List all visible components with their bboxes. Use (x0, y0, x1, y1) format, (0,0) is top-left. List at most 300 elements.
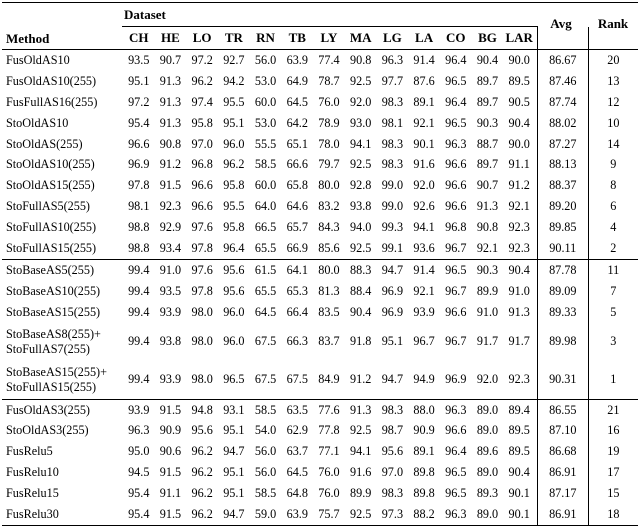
value-cell: 93.5 (159, 283, 182, 298)
value-cell: 96.2 (191, 506, 213, 521)
value-cell: 92.5 (350, 157, 372, 172)
table-row (2, 92, 638, 113)
value-cell: 98.3 (381, 402, 404, 417)
method-cell: FusOldAS3(255) (6, 402, 90, 417)
rank-cell: 2 (610, 240, 617, 255)
dataset-column-header: RN (256, 30, 275, 45)
avg-cell: 87.78 (549, 262, 577, 277)
value-cell: 89.7 (476, 94, 499, 109)
value-cell: 92.8 (350, 178, 372, 193)
method-header: Method (6, 30, 50, 46)
method-cell (2, 365, 123, 395)
value-cell: 89.5 (508, 73, 530, 88)
value-cell: 53.0 (254, 73, 277, 88)
avg-cell: 88.37 (549, 178, 577, 193)
method-line-1: StoBaseAS8(255)+ (6, 326, 101, 341)
rank-header: Rank (597, 16, 629, 31)
value-cell: 89.3 (476, 486, 499, 501)
rank-cell: 18 (607, 506, 620, 521)
rank-cell: 13 (607, 73, 620, 88)
method-cell: FusRelu15 (6, 486, 59, 501)
avg-cell: 86.55 (549, 402, 577, 417)
value-cell: 91.5 (159, 402, 182, 417)
dataset-column-header: LG (382, 30, 402, 45)
value-cell: 92.1 (413, 115, 435, 130)
value-cell: 98.0 (191, 304, 213, 319)
value-cell: 90.4 (476, 52, 499, 67)
dataset-column-header: MA (349, 30, 372, 45)
rank-cell: 4 (610, 220, 617, 235)
method-cell: FusOldAS10(255) (6, 73, 97, 88)
rank-cell: 9 (610, 157, 617, 172)
value-cell: 97.6 (191, 220, 213, 235)
value-cell: 95.1 (223, 115, 245, 130)
value-cell: 76.0 (318, 486, 340, 501)
value-cell: 92.3 (159, 199, 182, 214)
value-cell: 91.1 (508, 157, 530, 172)
value-cell: 56.0 (254, 444, 277, 459)
value-cell: 93.6 (413, 240, 435, 255)
value-cell: 64.0 (254, 199, 277, 214)
value-cell: 96.3 (381, 52, 404, 67)
value-cell: 88.7 (476, 136, 499, 151)
value-cell: 84.9 (318, 372, 340, 387)
value-cell: 89.0 (476, 465, 499, 480)
value-cell: 94.7 (381, 262, 404, 277)
value-cell: 54.0 (254, 423, 277, 438)
value-cell: 93.8 (350, 199, 372, 214)
value-cell: 94.1 (413, 220, 435, 235)
dataset-column-header: LAR (505, 30, 533, 45)
value-cell: 96.7 (445, 240, 467, 255)
value-cell: 65.5 (254, 240, 277, 255)
value-cell: 64.9 (286, 73, 308, 88)
value-cell: 98.8 (128, 220, 150, 235)
value-cell: 96.0 (223, 304, 245, 319)
dataset-column-header: LO (192, 30, 212, 45)
avg-cell: 87.27 (549, 136, 577, 151)
value-cell: 55.5 (254, 136, 277, 151)
value-cell: 92.0 (476, 372, 499, 387)
avg-header: Avg (550, 16, 572, 31)
value-cell: 92.3 (508, 372, 530, 387)
value-cell: 90.7 (159, 52, 182, 67)
value-cell: 58.5 (254, 157, 277, 172)
value-cell: 67.5 (254, 334, 277, 349)
value-cell: 93.4 (159, 240, 182, 255)
value-cell: 99.4 (128, 283, 150, 298)
value-cell: 95.6 (381, 444, 404, 459)
value-cell: 64.5 (254, 304, 277, 319)
value-cell: 96.5 (223, 372, 245, 387)
value-cell: 92.1 (413, 283, 435, 298)
table-row (2, 462, 638, 483)
avg-cell: 88.13 (549, 157, 577, 172)
value-cell: 98.3 (381, 94, 404, 109)
method-cell: StoFullAS15(255) (6, 240, 97, 255)
value-cell: 97.2 (128, 94, 150, 109)
dataset-column-header: CO (446, 30, 466, 45)
value-cell: 91.2 (159, 157, 182, 172)
table-row (2, 175, 638, 196)
value-cell: 96.9 (128, 157, 150, 172)
value-cell: 93.1 (223, 402, 245, 417)
value-cell: 90.0 (508, 136, 530, 151)
method-cell: StoBaseAS15(255) (6, 304, 101, 319)
value-cell: 89.1 (413, 94, 435, 109)
method-cell: FusRelu10 (6, 465, 59, 480)
value-cell: 66.4 (286, 304, 308, 319)
value-cell: 93.9 (159, 304, 182, 319)
table-row (2, 504, 638, 525)
value-cell: 96.6 (445, 157, 467, 172)
value-cell: 91.7 (476, 334, 499, 349)
value-cell: 96.3 (445, 136, 467, 151)
table-row (2, 483, 638, 504)
value-cell: 60.0 (254, 94, 277, 109)
value-cell: 95.4 (128, 506, 150, 521)
value-cell: 91.6 (413, 157, 435, 172)
value-cell: 61.5 (254, 262, 277, 277)
rank-cell: 20 (607, 52, 620, 67)
dataset-column-header: TB (288, 30, 306, 45)
value-cell: 94.8 (191, 402, 213, 417)
value-cell: 90.0 (508, 52, 530, 67)
value-cell: 66.6 (286, 157, 308, 172)
avg-cell: 89.85 (549, 220, 577, 235)
value-cell: 96.0 (223, 334, 245, 349)
value-cell: 63.9 (286, 506, 308, 521)
table-row (2, 400, 638, 421)
value-cell: 90.7 (476, 178, 499, 193)
value-cell: 91.3 (476, 199, 499, 214)
value-cell: 66.3 (286, 334, 308, 349)
method-cell: StoOldAS3(255) (6, 423, 89, 438)
value-cell: 63.7 (286, 444, 308, 459)
value-cell: 90.9 (159, 423, 182, 438)
value-cell: 94.0 (350, 220, 372, 235)
value-cell: 96.6 (445, 199, 467, 214)
value-cell: 78.7 (318, 73, 340, 88)
table-row (2, 113, 638, 134)
value-cell: 89.0 (476, 402, 499, 417)
value-cell: 79.7 (318, 157, 340, 172)
value-cell: 94.9 (413, 372, 435, 387)
value-cell: 67.5 (286, 372, 308, 387)
value-cell: 91.3 (350, 402, 372, 417)
value-cell: 95.8 (191, 115, 213, 130)
value-cell: 93.9 (128, 402, 150, 417)
value-cell: 64.2 (286, 115, 308, 130)
value-cell: 92.3 (508, 240, 530, 255)
value-cell: 91.3 (159, 94, 182, 109)
header-group-row (2, 3, 638, 31)
value-cell: 90.6 (159, 444, 182, 459)
value-cell: 64.6 (286, 199, 308, 214)
avg-cell: 86.67 (549, 52, 577, 67)
value-cell: 64.5 (286, 465, 308, 480)
method-cell: StoOldAS15(255) (6, 178, 95, 193)
value-cell: 95.0 (128, 444, 150, 459)
value-cell: 96.5 (445, 115, 467, 130)
value-cell: 93.9 (413, 304, 435, 319)
value-cell: 89.1 (413, 444, 435, 459)
avg-cell: 89.33 (549, 304, 577, 319)
column-header-row (2, 27, 638, 49)
value-cell: 91.4 (413, 262, 435, 277)
dataset-column-header: HE (161, 30, 180, 45)
method-cell: StoOldAS10 (6, 115, 69, 130)
table-row (2, 323, 638, 361)
table-row (2, 134, 638, 155)
method-cell (2, 327, 123, 357)
value-cell: 96.4 (445, 444, 467, 459)
block-2 (2, 260, 638, 399)
table-row (2, 50, 638, 71)
value-cell: 98.7 (381, 423, 404, 438)
table-row (2, 302, 638, 323)
value-cell: 88.2 (413, 506, 435, 521)
value-cell: 90.8 (476, 220, 499, 235)
value-cell: 89.0 (476, 423, 499, 438)
value-cell: 98.3 (381, 157, 404, 172)
value-cell: 81.3 (318, 283, 340, 298)
dataset-column-header: BG (478, 30, 497, 45)
value-cell: 65.5 (254, 283, 277, 298)
rank-cell: 7 (610, 283, 617, 298)
value-cell: 95.1 (128, 73, 150, 88)
value-cell: 88.3 (350, 262, 372, 277)
value-cell: 94.1 (350, 444, 372, 459)
value-cell: 89.8 (413, 486, 435, 501)
method-cell: FusRelu30 (6, 506, 59, 521)
value-cell: 98.3 (381, 486, 404, 501)
value-cell: 95.8 (223, 220, 245, 235)
method-cell: StoFullAS10(255) (6, 220, 97, 235)
value-cell: 90.1 (508, 486, 530, 501)
value-cell: 93.5 (128, 52, 150, 67)
value-cell: 90.9 (413, 423, 435, 438)
value-cell: 90.5 (508, 94, 530, 109)
dataset-column-header: TR (224, 30, 243, 45)
avg-cell: 87.74 (549, 94, 577, 109)
value-cell: 91.2 (350, 372, 372, 387)
value-cell: 99.4 (128, 262, 150, 277)
value-cell: 91.8 (350, 334, 372, 349)
value-cell: 96.4 (223, 240, 245, 255)
value-cell: 80.0 (318, 262, 340, 277)
value-cell: 96.4 (445, 94, 467, 109)
rank-cell: 6 (610, 199, 617, 214)
value-cell: 90.3 (476, 262, 499, 277)
value-cell: 95.1 (381, 334, 404, 349)
value-cell: 96.9 (381, 283, 404, 298)
value-cell: 95.1 (223, 423, 245, 438)
rank-cell: 17 (607, 465, 620, 480)
rank-cell: 21 (607, 402, 620, 417)
value-cell: 77.4 (318, 52, 340, 67)
rank-cell: 8 (610, 178, 617, 193)
value-cell: 64.5 (286, 94, 308, 109)
value-cell: 99.0 (381, 199, 404, 214)
method-cell: StoOldAS(255) (6, 136, 83, 151)
value-cell: 89.8 (413, 465, 435, 480)
value-cell: 95.4 (128, 115, 150, 130)
value-cell: 83.2 (318, 199, 340, 214)
table-row (2, 441, 638, 462)
value-cell: 97.8 (128, 178, 150, 193)
method-cell: StoOldAS10(255) (6, 157, 95, 172)
avg-cell: 89.09 (549, 283, 577, 298)
table-row (2, 260, 638, 281)
value-cell: 91.3 (159, 115, 182, 130)
value-cell: 63.9 (286, 52, 308, 67)
value-cell: 92.1 (508, 199, 530, 214)
value-cell: 99.1 (381, 240, 404, 255)
rank-cell: 5 (610, 304, 617, 319)
value-cell: 96.9 (381, 304, 404, 319)
rank-cell: 12 (607, 94, 620, 109)
value-cell: 96.2 (223, 157, 245, 172)
value-cell: 99.4 (128, 372, 150, 387)
value-cell: 99.3 (381, 220, 404, 235)
value-cell: 92.7 (223, 52, 245, 67)
value-cell: 58.5 (254, 402, 277, 417)
avg-cell: 89.98 (549, 334, 577, 349)
value-cell: 97.3 (381, 506, 404, 521)
value-cell: 95.1 (223, 486, 245, 501)
value-cell: 90.4 (508, 262, 530, 277)
value-cell: 90.4 (350, 304, 372, 319)
avg-cell: 90.31 (549, 372, 577, 387)
rank-cell: 3 (610, 334, 617, 349)
value-cell: 77.6 (318, 402, 340, 417)
value-cell: 92.3 (508, 220, 530, 235)
value-cell: 65.8 (286, 178, 308, 193)
value-cell: 92.6 (413, 199, 435, 214)
value-cell: 90.8 (350, 52, 372, 67)
value-cell: 95.6 (223, 283, 245, 298)
method-cell: FusRelu5 (6, 444, 53, 459)
rank-cell: 16 (607, 423, 620, 438)
value-cell: 96.5 (445, 73, 467, 88)
table-row (2, 361, 638, 399)
value-cell: 91.1 (159, 486, 182, 501)
method-line-1: StoBaseAS15(255)+ (6, 364, 107, 379)
value-cell: 95.1 (223, 465, 245, 480)
value-cell: 91.3 (159, 73, 182, 88)
value-cell: 64.1 (286, 262, 308, 277)
value-cell: 95.4 (128, 486, 150, 501)
value-cell: 91.0 (476, 304, 499, 319)
value-cell: 97.2 (191, 52, 213, 67)
value-cell: 89.5 (508, 423, 530, 438)
dataset-column-header: LA (415, 30, 434, 45)
table-row (2, 238, 638, 259)
value-cell: 89.4 (508, 402, 530, 417)
value-cell: 98.3 (381, 136, 404, 151)
table-row (2, 217, 638, 238)
value-cell: 97.0 (191, 136, 213, 151)
value-cell: 92.1 (476, 240, 499, 255)
value-cell: 90.4 (508, 115, 530, 130)
column-separator (588, 27, 589, 49)
method-cell: StoBaseAS10(255) (6, 283, 101, 298)
avg-cell: 88.02 (549, 115, 577, 130)
value-cell: 97.0 (381, 465, 404, 480)
value-cell: 96.2 (191, 465, 213, 480)
table-row (2, 154, 638, 175)
value-cell: 96.7 (413, 334, 435, 349)
value-cell: 96.6 (191, 199, 213, 214)
value-cell: 91.6 (350, 465, 372, 480)
value-cell: 96.3 (445, 506, 467, 521)
method-cell: StoFullAS5(255) (6, 199, 90, 214)
avg-cell: 86.68 (549, 444, 577, 459)
value-cell: 99.4 (128, 334, 150, 349)
value-cell: 99.0 (381, 178, 404, 193)
method-line-2: StoFullAS15(255) (6, 379, 97, 394)
rank-cell: 1 (610, 372, 617, 387)
table-row (2, 281, 638, 302)
dataset-column-header: CH (128, 30, 149, 45)
value-cell: 93.8 (159, 334, 182, 349)
rank-cell: 11 (607, 262, 620, 277)
value-cell: 78.9 (318, 115, 340, 130)
value-cell: 96.8 (445, 220, 467, 235)
value-cell: 91.2 (508, 178, 530, 193)
value-cell: 76.0 (318, 465, 340, 480)
value-cell: 56.0 (254, 52, 277, 67)
value-cell: 96.7 (445, 283, 467, 298)
avg-cell: 87.46 (549, 73, 577, 88)
value-cell: 98.1 (381, 115, 404, 130)
value-cell: 89.0 (476, 506, 499, 521)
value-cell: 91.5 (159, 178, 182, 193)
value-cell: 97.4 (191, 94, 213, 109)
value-cell: 66.9 (286, 240, 308, 255)
value-cell: 92.9 (159, 220, 182, 235)
rank-cell: 10 (607, 115, 620, 130)
value-cell: 91.3 (508, 304, 530, 319)
value-cell: 95.6 (191, 423, 213, 438)
block-3 (2, 400, 638, 525)
value-cell: 96.6 (445, 423, 467, 438)
value-cell: 95.5 (223, 199, 245, 214)
value-cell: 91.0 (159, 262, 182, 277)
dataset-column-header: LY (320, 30, 338, 45)
value-cell: 92.5 (350, 73, 372, 88)
value-cell: 53.0 (254, 115, 277, 130)
value-cell: 97.8 (191, 283, 213, 298)
block-1 (2, 50, 638, 259)
value-cell: 95.8 (223, 178, 245, 193)
value-cell: 77.1 (318, 444, 340, 459)
avg-cell: 86.91 (549, 465, 577, 480)
results-table (2, 2, 638, 526)
value-cell: 96.5 (445, 486, 467, 501)
value-cell: 66.5 (254, 220, 277, 235)
value-cell: 98.0 (191, 334, 213, 349)
value-cell: 93.0 (350, 115, 372, 130)
rank-cell: 15 (607, 486, 620, 501)
value-cell: 94.7 (381, 372, 404, 387)
value-cell: 95.5 (223, 94, 245, 109)
value-cell: 88.0 (413, 402, 435, 417)
value-cell: 59.0 (254, 506, 277, 521)
value-cell: 96.6 (191, 178, 213, 193)
value-cell: 98.0 (191, 372, 213, 387)
